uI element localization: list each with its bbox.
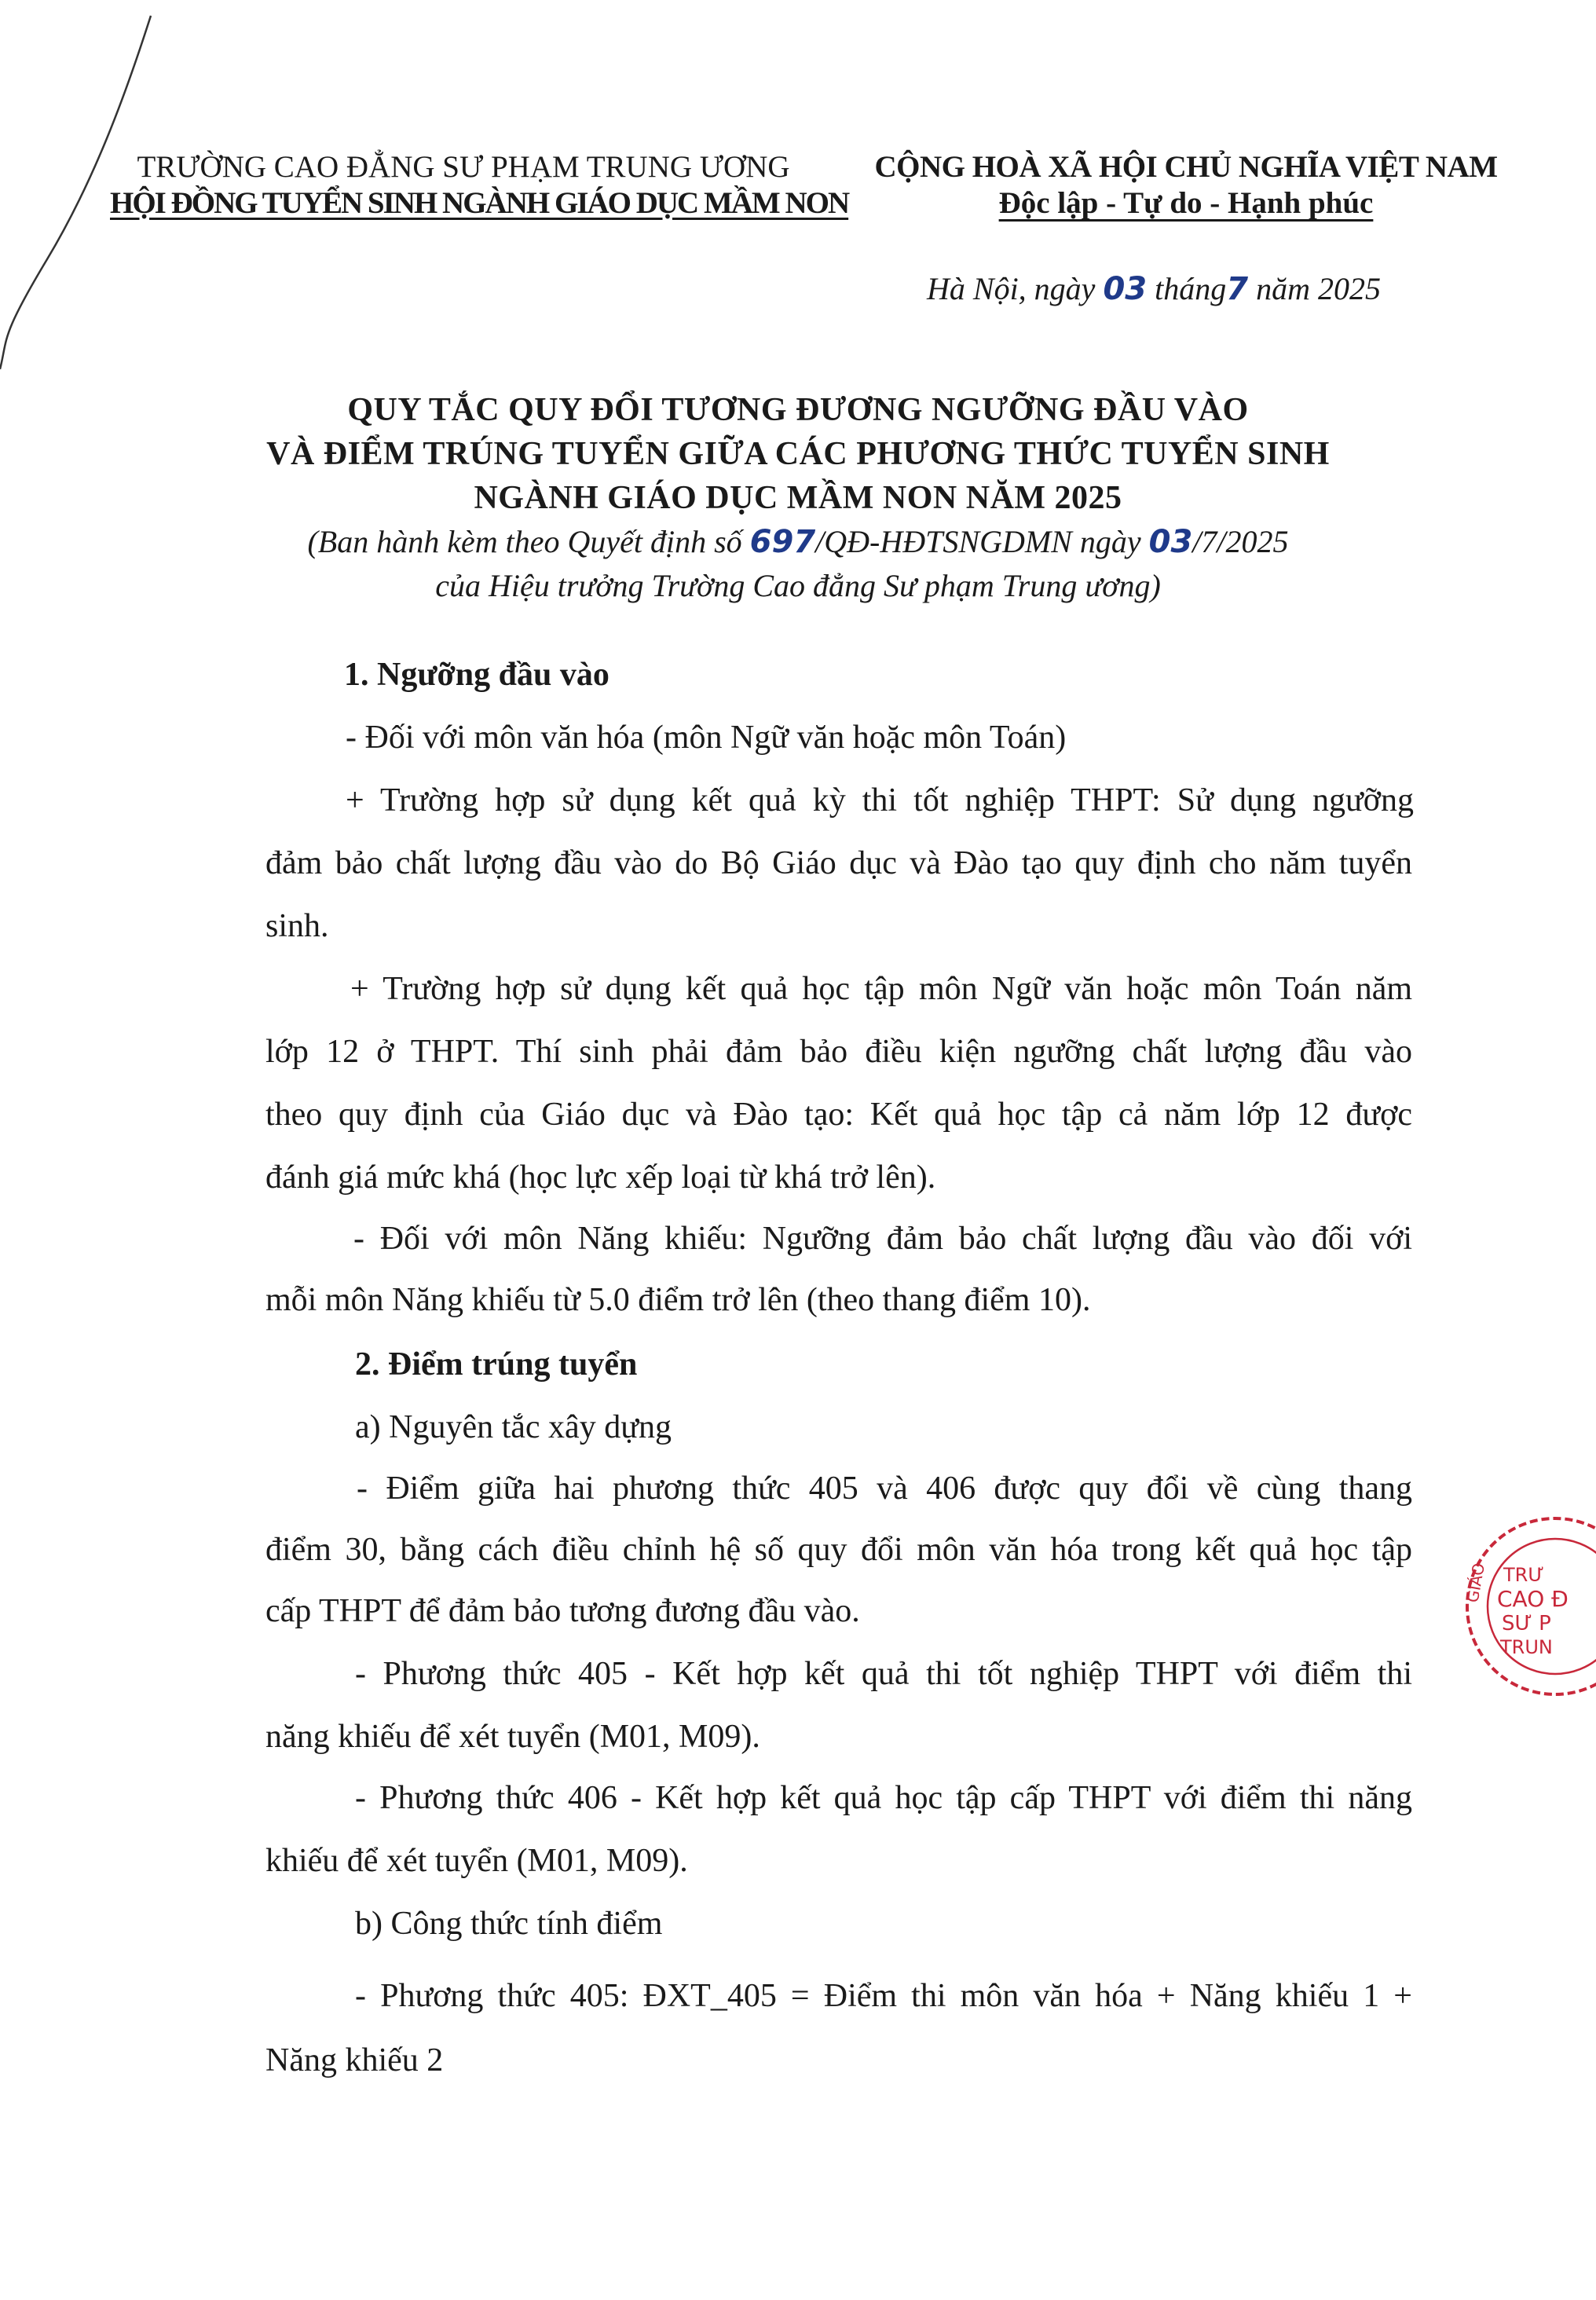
paragraph-line: cấp THPT để đảm bảo tương đương đầu vào. [265, 1593, 860, 1629]
subsection-heading-a: a) Nguyên tắc xây dựng [355, 1409, 672, 1445]
school-name: TRƯỜNG CAO ĐẲNG SƯ PHẠM TRUNG ƯƠNG [137, 150, 790, 184]
formula-line: Năng khiếu 2 [265, 2042, 444, 2078]
paragraph-line: năng khiếu để xét tuyển (M01, M09). [265, 1719, 760, 1755]
red-seal-stamp [1461, 1512, 1596, 1701]
paragraph-line: khiếu để xét tuyển (M01, M09). [265, 1843, 688, 1879]
svg-text:TRUN: TRUN [1500, 1636, 1553, 1658]
svg-text:SƯ P: SƯ P [1502, 1612, 1551, 1635]
paragraph-line: đảm bảo chất lượng đầu vào do Bộ Giáo dục và Đào tạo quy định cho năm tuyển [265, 845, 1412, 881]
svg-text:CAO Đ: CAO Đ [1497, 1586, 1569, 1612]
date-month-label: tháng [1155, 271, 1227, 306]
section-heading-2: 2. Điểm trúng tuyển [355, 1346, 638, 1383]
national-title: CỘNG HOÀ XÃ HỘI CHỦ NGHĨA VIỆT NAM [874, 150, 1498, 184]
paragraph-line: mỗi môn Năng khiếu từ 5.0 điểm trở lên (theo thang điểm 10). [265, 1282, 1091, 1318]
decision-number-handwritten: 697 [749, 524, 816, 560]
paragraph-line: theo quy định của Giáo dục và Đào tạo: Kết quả học tập cả năm lớp 12 được [265, 1097, 1412, 1133]
paragraph-line: sinh. [265, 908, 329, 944]
decision-prefix: (Ban hành kèm theo Quyết định số [307, 524, 742, 559]
document-title-line-1: QUY TẮC QUY ĐỔI TƯƠNG ĐƯƠNG NGƯỠNG ĐẦU VÀO [347, 392, 1249, 428]
decision-reference [0, 523, 1596, 560]
subsection-heading-b: b) Công thức tính điểm [355, 1906, 663, 1942]
svg-text:TRƯ: TRƯ [1503, 1564, 1544, 1586]
formula-line: - Phương thức 405: ĐXT_405 = Điểm thi môn văn hóa + Năng khiếu 1 + [355, 1978, 1412, 2014]
national-motto: Độc lập - Tự do - Hạnh phúc [998, 186, 1374, 220]
paragraph-line: + Trường hợp sử dụng kết quả học tập môn Ngữ văn hoặc môn Toán năm [350, 971, 1412, 1007]
council-name: HỘI ĐỒNG TUYỂN SINH NGÀNH GIÁO DỤC MẦM NON [110, 186, 849, 220]
paragraph-line: - Đối với môn văn hóa (môn Ngữ văn hoặc môn Toán) [346, 720, 1067, 756]
paragraph-line: đánh giá mức khá (học lực xếp loại từ khá trở lên). [265, 1159, 936, 1196]
decision-day-handwritten: 03 [1148, 524, 1193, 560]
section-heading-1: 1. Ngưỡng đầu vào [344, 657, 609, 693]
paragraph-line: điểm 30, bằng cách điều chỉnh hệ số quy đổi môn văn hóa trong kết quả học tập [265, 1532, 1412, 1568]
paragraph-line: + Trường hợp sử dụng kết quả kỳ thi tốt nghiệp THPT: Sử dụng ngưỡng [346, 782, 1414, 819]
paragraph-line: lớp 12 ở THPT. Thí sinh phải đảm bảo điều kiện ngưỡng chất lượng đầu vào [265, 1034, 1412, 1070]
date-day-handwritten: 03 [1103, 271, 1148, 307]
decision-code: /QĐ-HĐTSNGDMN ngày [815, 524, 1141, 559]
date-prefix: Hà Nội, ngày [927, 271, 1096, 306]
document-date [927, 270, 1381, 307]
paragraph-line: - Phương thức 405 - Kết hợp kết quả thi tốt nghiệp THPT với điểm thi [355, 1656, 1412, 1692]
paragraph-line: - Phương thức 406 - Kết hợp kết quả học tập cấp THPT với điểm thi năng [355, 1780, 1412, 1816]
decision-issuer: của Hiệu trưởng Trường Cao đẳng Sư phạm Trung ương) [435, 568, 1161, 603]
date-month-handwritten: 7 [1226, 271, 1249, 307]
document-title-line-3: NGÀNH GIÁO DỤC MẦM NON NĂM 2025 [474, 480, 1122, 516]
paragraph-line: - Điểm giữa hai phương thức 405 và 406 được quy đổi về cùng thang [357, 1470, 1412, 1507]
document-title-line-2: VÀ ĐIỂM TRÚNG TUYỂN GIỮA CÁC PHƯƠNG THỨC TUYỂN SINH [266, 436, 1330, 472]
decision-date-suffix: /7/2025 [1192, 524, 1289, 559]
paragraph-line: - Đối với môn Năng khiếu: Ngưỡng đảm bảo chất lượng đầu vào đối với [353, 1221, 1412, 1257]
svg-text:GIÁO: GIÁO [1462, 1561, 1488, 1604]
date-year: năm 2025 [1256, 271, 1381, 306]
